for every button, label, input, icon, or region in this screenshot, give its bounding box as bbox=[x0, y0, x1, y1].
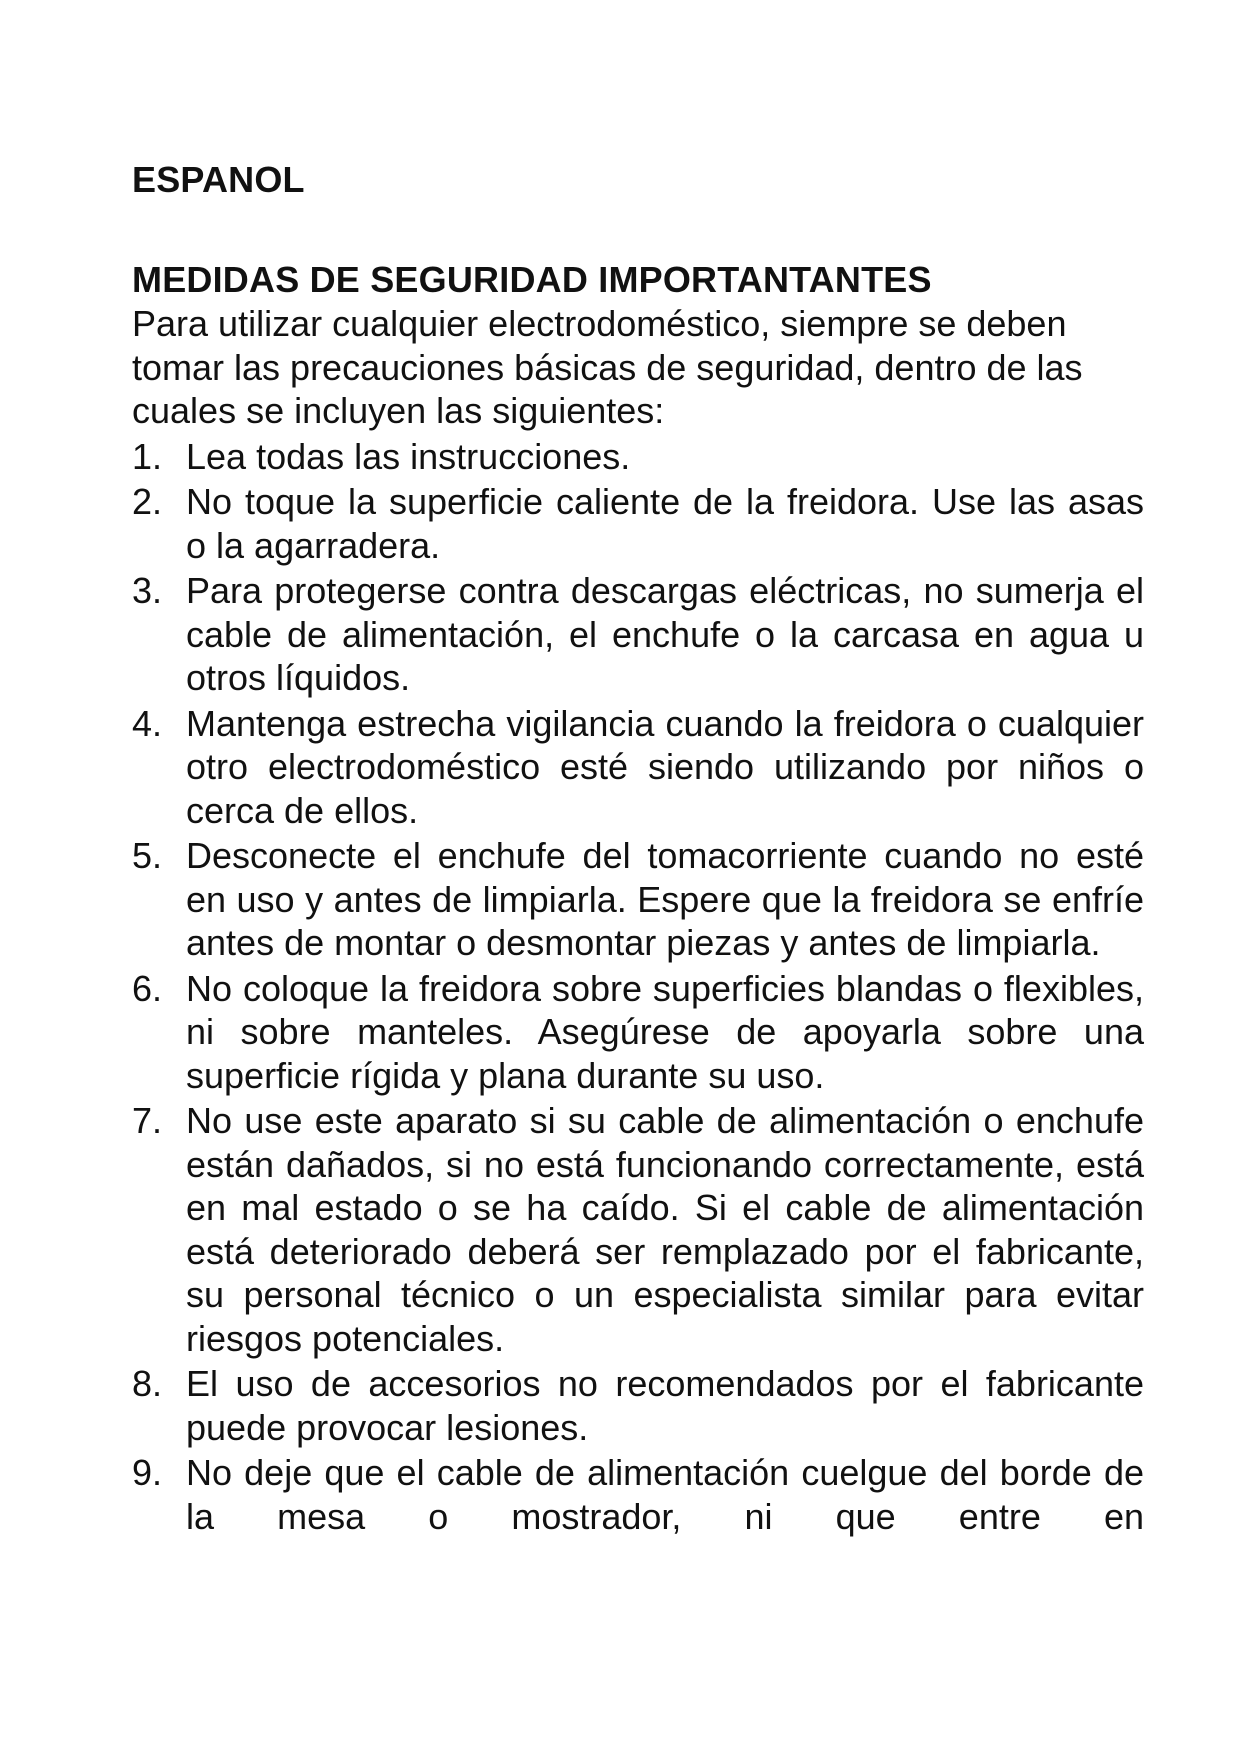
instruction-item-7 bbox=[132, 1099, 1144, 1360]
item-text: No use este aparato si su cable de alimentación o enchufe están dañados, si no está funcionando correctamente, está en mal estado o se ha caído. Si el cable de alimentación está deteriorado deberá ser remplazado por el fabricante, su personal técnico o un especialista similar para evitar riesgos potenciales. bbox=[186, 1100, 1144, 1359]
item-number: 4. bbox=[132, 702, 163, 744]
item-text: Para protegerse contra descargas eléctricas, no sumerja el cable de alimentación, el enchufe o la carcasa en agua u otros líquidos. bbox=[186, 570, 1144, 698]
item-number: 2. bbox=[132, 481, 163, 522]
item-text: Lea todas las instrucciones. bbox=[186, 435, 631, 477]
section-title: MEDIDAS DE SEGURIDAD IMPORTANTANTES bbox=[132, 259, 932, 300]
item-number: 3. bbox=[132, 570, 163, 611]
safety-section bbox=[132, 258, 1144, 1538]
item-number: 9. bbox=[132, 1452, 163, 1493]
instruction-item-4 bbox=[132, 702, 1144, 833]
instruction-item-6 bbox=[132, 967, 1144, 1098]
instruction-list bbox=[132, 435, 1144, 1539]
item-number: 1. bbox=[132, 435, 163, 477]
item-text: No toque la superficie caliente de la freidora. Use las asas o la agarradera. bbox=[186, 481, 1144, 566]
instruction-item-1 bbox=[132, 435, 1144, 479]
language-heading: ESPANOL bbox=[132, 159, 305, 200]
item-number: 8. bbox=[132, 1363, 163, 1404]
item-text: No deje que el cable de alimentación cuelgue del borde de la mesa o mostrador, ni que entre en bbox=[186, 1452, 1144, 1537]
item-text: Mantenga estrecha vigilancia cuando la freidora o cualquier otro electrodoméstico esté siendo utilizando por niños o cerca de ellos. bbox=[186, 702, 1144, 831]
item-number: 5. bbox=[132, 835, 163, 876]
instruction-item-9 bbox=[132, 1451, 1144, 1538]
instruction-item-3 bbox=[132, 569, 1144, 700]
item-text: No coloque la freidora sobre superficies blandas o flexibles, ni sobre manteles. Asegúrese de apoyarla sobre una superficie rígida y plana durante su uso. bbox=[186, 967, 1144, 1096]
instruction-item-5 bbox=[132, 834, 1144, 965]
item-text: Desconecte el enchufe del tomacorriente cuando no esté en uso y antes de limpiarla. Espere que la freidora se enfríe antes de montar o desmontar piezas y antes de limpiarla. bbox=[186, 835, 1144, 963]
instruction-item-2 bbox=[132, 480, 1144, 567]
item-text: El uso de accesorios no recomendados por el fabricante puede provocar lesiones. bbox=[186, 1363, 1144, 1448]
instruction-item-8 bbox=[132, 1362, 1144, 1449]
item-number: 7. bbox=[132, 1100, 163, 1141]
item-number: 6. bbox=[132, 967, 163, 1009]
intro-paragraph: Para utilizar cualquier electrodoméstico, siempre se deben tomar las precauciones básicas de seguridad, dentro de las cuales se incluyen las siguientes: bbox=[132, 303, 1083, 431]
